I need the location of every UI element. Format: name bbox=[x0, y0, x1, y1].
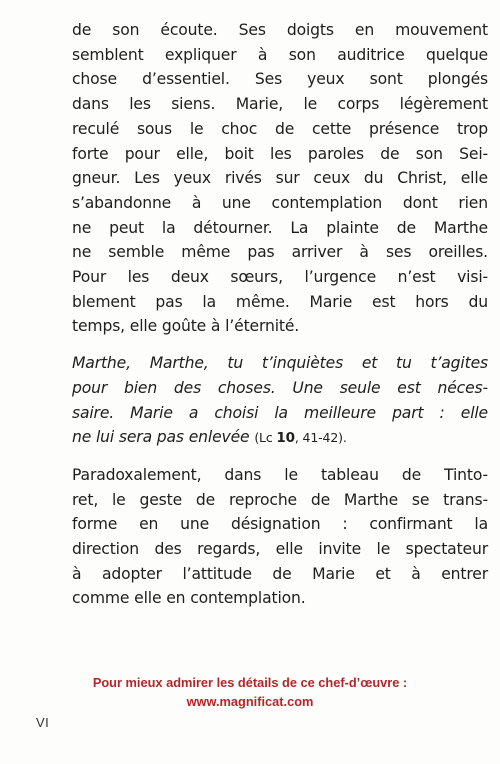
quote-last-line bbox=[72, 425, 488, 451]
text-line: s’abandonne à une contemplation dont rien bbox=[72, 193, 488, 212]
text-line: dans les siens. Marie, le corps légèrement bbox=[72, 95, 488, 114]
gospel-quote bbox=[72, 351, 488, 451]
text-line: reculé sous le choc de cette présence trop bbox=[72, 119, 488, 138]
text-line: temps, elle goûte à l’éternité. bbox=[72, 317, 300, 336]
quote-line: saire. Marie a choisi la meilleure part : elle bbox=[72, 403, 488, 422]
paragraph-description bbox=[72, 18, 488, 339]
text-line: à adopter l’attitude de Marie et à entrer bbox=[72, 564, 488, 583]
quote-line: pour bien des choses. Une seule est néces- bbox=[72, 378, 488, 397]
paragraph-spacer bbox=[72, 339, 488, 351]
text-line: comme elle en contemplation. bbox=[72, 589, 306, 608]
text-line: semblent expliquer à son auditrice quelque bbox=[72, 45, 488, 64]
text-line: forte pour elle, boit les paroles de son Sei- bbox=[72, 144, 488, 163]
text-line: ret, le geste de reproche de Marthe se trans- bbox=[72, 490, 488, 509]
text-line: ne peut la détourner. La plainte de Marthe bbox=[72, 218, 488, 237]
text-line: direction des regards, elle invite le spectateur bbox=[72, 540, 488, 559]
text-line: de son écoute. Ses doigts en mouvement bbox=[72, 21, 488, 39]
text-line: Paradoxalement, dans le tableau de Tinto- bbox=[72, 465, 488, 484]
quote-line: ne lui sera pas enlevée bbox=[72, 428, 250, 447]
paragraph-spacer bbox=[72, 451, 488, 463]
promo-text: Pour mieux admirer les détails de ce chef-d’œuvre : bbox=[92, 675, 408, 690]
quote-line: Marthe, Marthe, tu t’inquiètes et tu t’agites bbox=[72, 354, 488, 373]
page-number: VI bbox=[36, 715, 50, 730]
paragraph-interpretation bbox=[72, 463, 488, 611]
text-line: Pour les deux sœurs, l’urgence n’est visi- bbox=[72, 268, 488, 287]
text-line: blement pas la même. Marie est hors du bbox=[72, 292, 488, 311]
text-line: chose d’essentiel. Ses yeux sont plongés bbox=[72, 70, 488, 89]
reference-verses: , 41-42). bbox=[294, 430, 347, 446]
text-line: ne semble même pas arriver à ses oreilles. bbox=[72, 243, 488, 262]
scripture-reference bbox=[254, 430, 346, 445]
reference-chapter: 10 bbox=[276, 430, 295, 447]
website-promo bbox=[0, 674, 500, 711]
body-text bbox=[72, 18, 488, 611]
text-line: gneur. Les yeux rivés sur ceux du Christ, elle bbox=[72, 169, 488, 188]
reference-prefix: (Lc bbox=[254, 430, 277, 446]
promo-url: www.magnificat.com bbox=[186, 693, 314, 709]
text-line: forme en une désignation : confirmant la bbox=[72, 515, 488, 534]
